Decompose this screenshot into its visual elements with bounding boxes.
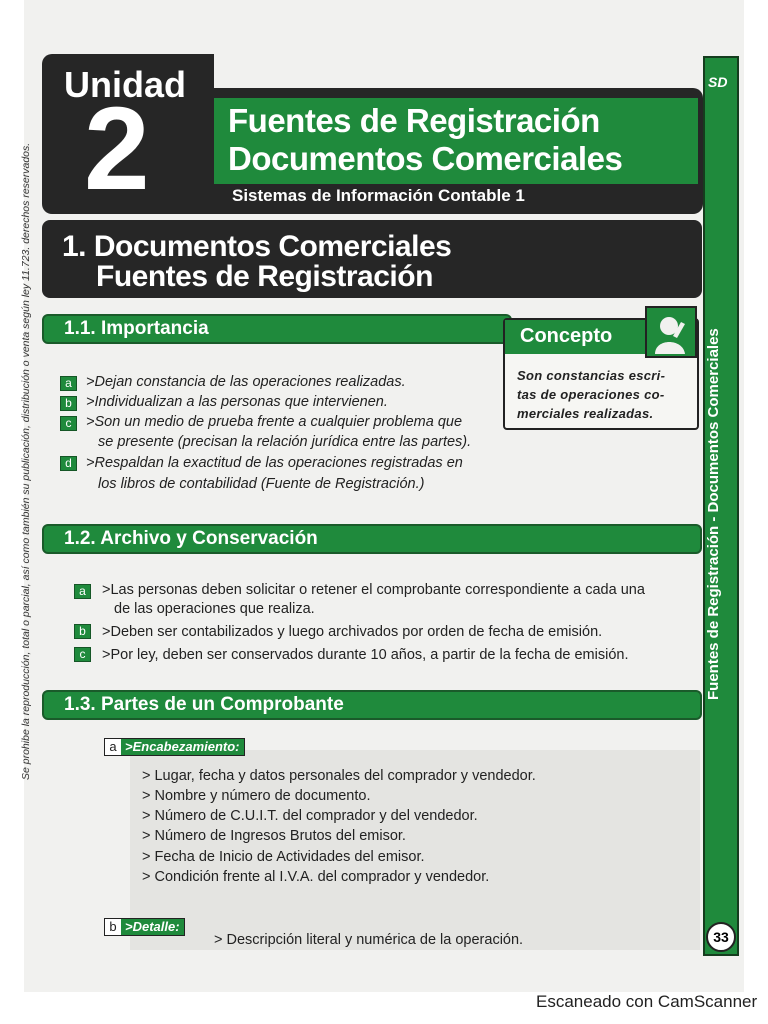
encabezamiento-text: >Encabezamiento:	[121, 739, 244, 755]
item-tag: c	[60, 416, 77, 431]
encabezamiento-item: > Nombre y número de documento.	[142, 788, 371, 804]
concepto-line-2: tas de operaciones co-	[517, 387, 665, 402]
concepto-line-3: merciales realizadas.	[517, 406, 654, 421]
unit-number: 2	[84, 83, 150, 215]
encabezamiento-label	[104, 738, 245, 756]
encabezamiento-item: > Número de C.U.I.T. del comprador y del vendedor.	[142, 808, 478, 824]
item-tag: c	[74, 647, 91, 662]
importancia-item-a: >Dejan constancia de las operaciones realizadas.	[86, 374, 406, 390]
scanner-watermark: Escaneado con CamScanner	[536, 992, 758, 1011]
importancia-item-c-line-2: se presente (precisan la relación jurídica entre las partes).	[98, 434, 472, 450]
item-tag: a	[60, 376, 77, 391]
concepto-title: Concepto	[520, 325, 613, 347]
encabezamiento-letter: a	[109, 739, 117, 754]
detalle-letter: b	[109, 919, 117, 934]
item-tag: a	[74, 584, 91, 599]
importancia-item-b: >Individualizan a las personas que intervienen.	[86, 394, 388, 410]
encabezamiento-item: > Número de Ingresos Brutos del emisor.	[142, 828, 406, 844]
archivo-item-c: >Por ley, deben ser conservados durante 10 años, a partir de la fecha de emisión.	[102, 647, 629, 663]
importancia-item-c-line-1: >Son un medio de prueba frente a cualquier problema que	[86, 414, 463, 430]
importancia-title: 1.1. Importancia	[64, 318, 209, 339]
encabezamiento-item: > Fecha de Inicio de Actividades del emisor.	[142, 849, 425, 865]
importancia-item-d-line-1: >Respaldan la exactitud de las operaciones registradas en	[86, 455, 463, 471]
archivo-item-b: >Deben ser contabilizados y luego archivados por orden de fecha de emisión.	[102, 624, 603, 640]
partes-title: 1.3. Partes de un Comprobante	[64, 694, 344, 715]
archivo-item-a-line-2: de las operaciones que realiza.	[114, 601, 315, 617]
importancia-item-d-line-2: los libros de contabilidad (Fuente de Registración.)	[98, 476, 425, 492]
title-line-1: Fuentes de Registración	[228, 102, 600, 139]
encabezamiento-item: > Lugar, fecha y datos personales del comprador y vendedor.	[142, 768, 536, 784]
concepto-line-1: Son constancias escri-	[517, 368, 666, 383]
detalle-item: > Descripción literal y numérica de la operación.	[214, 932, 524, 948]
margin-copyright-note: Se prohibe la reproducción, total o parcial, así como también su publicación, distribución o venta según ley 11.723. derechos reservados.	[20, 142, 32, 780]
concepto-body	[517, 366, 695, 423]
section-1-title-line-1: 1. Documentos Comerciales	[62, 230, 452, 263]
archivo-item-a-line-1: >Las personas deben solicitar o retener el comprobante correspondiente a cada una	[102, 582, 645, 598]
item-tag: b	[74, 624, 91, 639]
unit-word: Unidad	[64, 64, 186, 105]
subtitle: Sistemas de Información Contable 1	[232, 186, 525, 205]
encabezamiento-item: > Condición frente al I.V.A. del comprador y vendedor.	[142, 869, 490, 885]
title-line-2: Documentos Comerciales	[228, 140, 623, 177]
detalle-text: >Detalle:	[121, 919, 184, 935]
item-tag: b	[60, 396, 77, 411]
section-1-title-line-2: Fuentes de Registración	[96, 260, 433, 293]
detalle-label	[104, 918, 185, 936]
sidebar-vertical-title	[705, 668, 722, 700]
thinking-person-icon	[645, 306, 697, 358]
item-tag: d	[60, 456, 77, 471]
sidebar-logo: SD	[708, 74, 728, 90]
archivo-title: 1.2. Archivo y Conservación	[64, 528, 318, 549]
page-number: 33	[706, 922, 736, 952]
